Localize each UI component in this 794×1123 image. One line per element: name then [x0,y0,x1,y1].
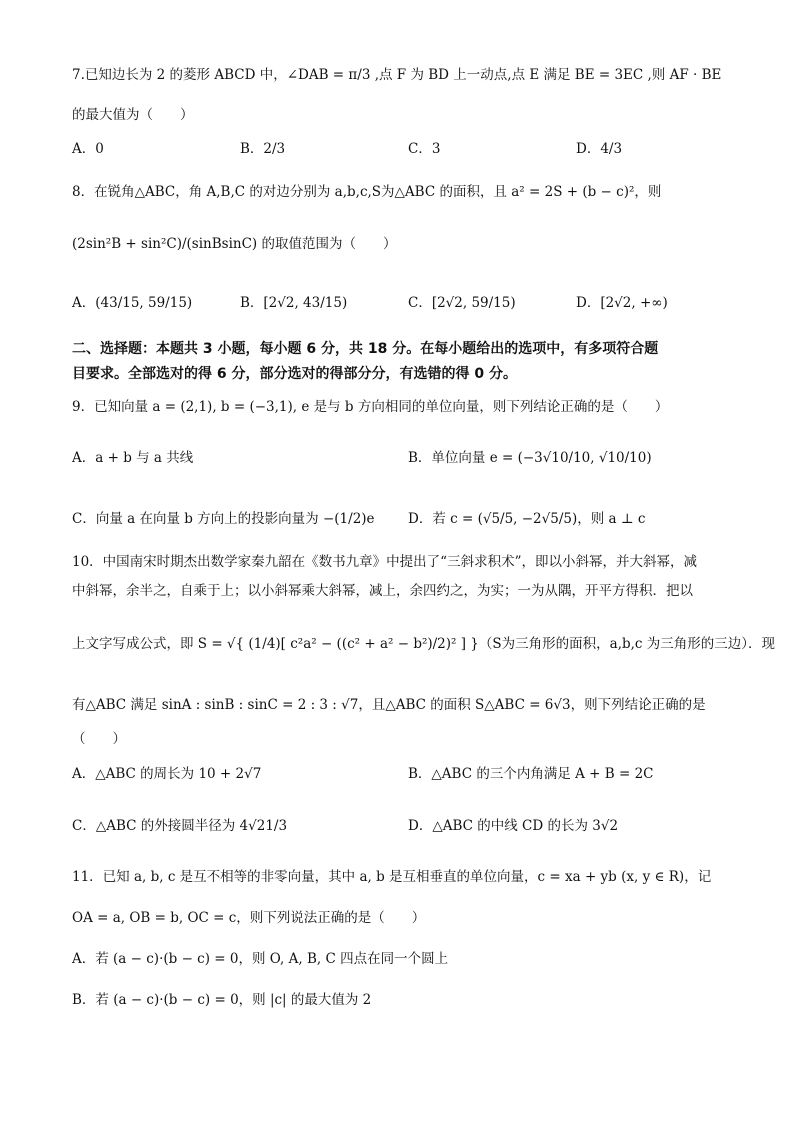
q8-option-c: C．[2√2, 59/15) [408,295,516,311]
q10-line3: 上文字写成公式，即 S = √{ (1/4)[ c²a² − ((c² + a² − b²)/2)² ] }（S为三角形的面积，a,b,c 为三角形的三边）．现 [72,636,776,652]
q10-option-c: C．△ABC 的外接圆半径为 4√21/3 [72,818,288,834]
q9-option-b: B．单位向量 e = (−3√10/10, √10/10) [408,450,652,466]
q8-option-d: D．[2√2, +∞) [576,295,668,311]
q7-option-d: D．4/3 [576,141,623,157]
q11-line1: 11．已知 a, b, c 是互不相等的非零向量，其中 a, b 是互相垂直的单位向量，c = xa + yb (x, y ∈ R)，记 [72,869,712,885]
q8-stem-line1: 8．在锐角△ABC，角 A,B,C 的对边分别为 a,b,c,S为△ABC 的面积，且 a² = 2S + (b − c)²，则 [72,184,662,200]
q10-option-a: A．△ABC 的周长为 10 + 2√7 [72,766,262,782]
q10-line5: （ ） [72,731,126,747]
q8-option-b: B．[2√2, 43/15) [240,295,348,311]
q7-option-b: B．2/3 [240,141,286,157]
q10-line4: 有△ABC 满足 sinA : sinB : sinC = 2 : 3 : √7，且△ABC 的面积 S△ABC = 6√3，则下列结论正确的是 [72,697,706,713]
q8-option-a: A．(43/15, 59/15) [72,295,193,311]
q9-option-c: C．向量 a 在向量 b 方向上的投影向量为 −(1/2)e [72,511,375,527]
q9-option-a: A．a + b 与 a 共线 [72,450,194,466]
q10-option-b: B．△ABC 的三个内角满足 A + B = 2C [408,766,654,782]
section2-heading-line2: 目要求。全部选对的得 6 分，部分选对的得部分分，有选错的得 0 分。 [72,366,517,382]
q10-line2: 中斜幂，余半之，自乘于上；以小斜幂乘大斜幂，减上，余四约之，为实；一为从隅，开平方得积．把以 [72,583,693,599]
q9-option-d: D．若 c = (√5/5, −2√5/5)，则 a ⊥ c [408,511,646,527]
section2-heading-line1: 二、选择题：本题共 3 小题，每小题 6 分，共 18 分。在每小题给出的选项中，有多项符合题 [72,341,659,357]
q11-line2: OA = a, OB = b, OC = c，则下列说法正确的是（ ） [72,910,426,926]
q10-option-d: D．△ABC 的中线 CD 的长为 3√2 [408,818,619,834]
q7-option-a: A．0 [72,141,104,157]
q7-stem-line2: 的最大值为（ ） [72,107,194,123]
q11-option-b: B．若 (a − c)·(b − c) = 0，则 |c| 的最大值为 2 [72,992,372,1008]
q10-line1: 10．中国南宋时期杰出数学家秦九韶在《数书九章》中提出了“三斜求积术”，即以小斜幂，并大斜幂，减 [72,554,697,570]
q11-option-a: A．若 (a − c)·(b − c) = 0，则 O, A, B, C 四点在同一个圆上 [72,951,449,967]
q7-stem-line1: 7.已知边长为 2 的菱形 ABCD 中，∠DAB = π/3 ,点 F 为 BD 上一动点,点 E 满足 BE = 3EC ,则 AF · BE [72,67,722,83]
q7-option-c: C．3 [408,141,441,157]
q9-stem: 9．已知向量 a = (2,1), b = (−3,1), e 是与 b 方向相同的单位向量，则下列结论正确的是（ ） [72,399,669,415]
q8-stem-line2: (2sin²B + sin²C)/(sinBsinC) 的取值范围为（ ） [72,236,397,252]
